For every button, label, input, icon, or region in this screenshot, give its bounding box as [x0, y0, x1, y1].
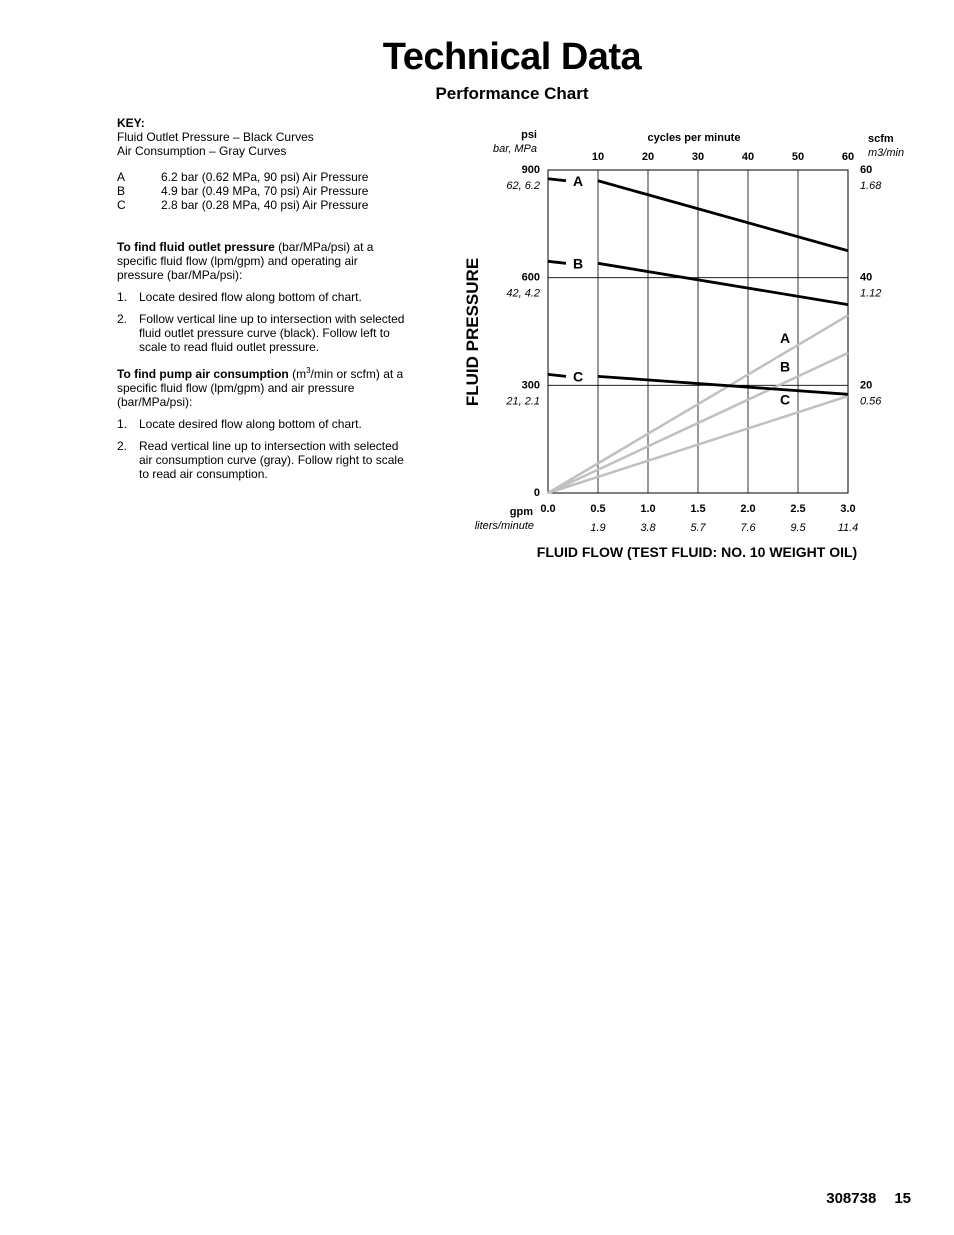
x-tick-label: 0.5: [590, 503, 606, 515]
fluid-intro: (bar/MPa/psi) at a specific fluid flow (lpm/gpm) and operating air pressure (bar/MPa/psi):: [117, 240, 374, 282]
x-tick-alt: 11.4: [837, 522, 859, 534]
top-tick-label: 10: [591, 151, 605, 163]
top-tick-label: 40: [741, 151, 755, 163]
x-tick-label: 3.0: [840, 503, 856, 515]
y-left-tick-alt: 42, 4.2: [506, 287, 540, 300]
page-title: Technical Data: [382, 36, 642, 78]
fluid-heading: To find fluid outlet pressure: [117, 240, 275, 254]
y-left-unit-alt: bar, MPa: [492, 143, 537, 155]
y-right-tick-label: 60: [860, 164, 873, 176]
x-tick-alt: 1.9: [590, 522, 606, 534]
x-tick-alt: 9.5: [790, 522, 806, 534]
x-tick-alt: 7.6: [740, 522, 756, 534]
y-left-unit: psi: [521, 129, 537, 141]
pressure-curve-b: [598, 263, 848, 304]
key-text: 4.9 bar (0.49 MPa, 70 psi) Air Pressure: [161, 184, 369, 198]
y-right-tick-alt: 1.68: [860, 180, 882, 192]
key-text: 2.8 bar (0.28 MPa, 40 psi) Air Pressure: [161, 198, 369, 212]
key-title: KEY:: [117, 116, 145, 130]
step-text: Locate desired flow along bottom of chart.: [139, 290, 362, 304]
y-left-tick-label: 600: [521, 271, 540, 284]
pressure-curve-stub: [548, 374, 566, 376]
key-text: 6.2 bar (0.62 MPa, 90 psi) Air Pressure: [161, 170, 369, 184]
y-left-tick-alt: 62, 6.2: [506, 180, 540, 192]
key-letter: B: [117, 184, 126, 198]
top-tick-label: 60: [841, 151, 855, 163]
pressure-curve-label: A: [573, 172, 584, 189]
y-right-unit: scfm: [868, 133, 894, 145]
page-number: 15: [894, 1190, 911, 1207]
y-left-tick-label: 0: [533, 487, 540, 499]
key-line-gray: Air Consumption – Gray Curves: [117, 144, 287, 158]
top-tick-label: 20: [641, 151, 655, 163]
x-tick-label: 1.0: [640, 503, 656, 515]
y-right-unit-alt: m3/min: [868, 147, 905, 159]
y-right-tick-alt: 1.12: [860, 287, 882, 300]
air-curve-label: B: [780, 358, 791, 375]
y-left-tick-alt: 21, 2.1: [506, 395, 540, 408]
air-intro-b: /min or scfm) at a specific fluid flow (lpm/gpm) and air pressure (bar/MPa/psi):: [117, 367, 404, 409]
step-number: 1.: [117, 290, 128, 304]
pressure-curve-stub: [548, 179, 566, 181]
step-number: 2.: [117, 439, 128, 453]
y-right-tick-label: 40: [860, 271, 873, 284]
x-unit: gpm: [509, 506, 533, 518]
step-text: Read vertical line up to intersection with selected air consumption curve (gray). Follow right to scale to read air consumption.: [139, 439, 404, 481]
key-letter: A: [117, 170, 126, 184]
air-heading: To find pump air consumption: [117, 367, 289, 381]
top-tick-label: 50: [791, 151, 805, 163]
pressure-curve-label: B: [573, 255, 584, 272]
y-right-tick-alt: 0.56: [860, 395, 882, 408]
x-unit-alt: liters/minute: [474, 520, 534, 532]
key-line-black: Fluid Outlet Pressure – Black Curves: [117, 130, 314, 144]
air-intro-a: (m: [288, 367, 307, 381]
x-tick-label: 1.5: [690, 503, 706, 515]
top-axis-label: cycles per minute: [647, 132, 741, 144]
x-tick-alt: 3.8: [640, 522, 656, 534]
step-number: 2.: [117, 312, 128, 326]
air-intro-sup: 3: [306, 366, 311, 375]
x-axis-title: FLUID FLOW (TEST FLUID: NO. 10 WEIGHT OIL): [536, 544, 858, 560]
x-tick-label: 0.0: [540, 503, 556, 515]
page-footer: [808, 1190, 911, 1207]
step-number: 1.: [117, 417, 128, 431]
y-axis-title: FLUID PRESSURE: [463, 257, 482, 407]
pressure-curve-label: C: [573, 368, 584, 385]
doc-number: 308738: [826, 1190, 877, 1207]
x-tick-label: 2.5: [790, 503, 806, 515]
key-letter: C: [117, 198, 126, 212]
x-tick-label: 2.0: [740, 503, 756, 515]
y-left-tick-label: 300: [521, 379, 540, 392]
page-subtitle: Performance Chart: [435, 84, 589, 103]
step-text: Follow vertical line up to intersection with selected fluid outlet pressure curve (black). Follow left to scale to read fluid outlet pressure.: [139, 312, 405, 354]
air-curve-label: C: [780, 391, 791, 408]
step-text: Locate desired flow along bottom of chart.: [139, 417, 362, 431]
top-tick-label: 30: [691, 151, 705, 163]
x-tick-alt: 5.7: [690, 522, 706, 534]
pressure-curve-stub: [548, 261, 566, 263]
y-left-tick-label: 900: [521, 164, 540, 176]
y-right-tick-label: 20: [860, 379, 873, 392]
pressure-curve-a: [598, 181, 848, 251]
air-curve-label: A: [780, 329, 791, 346]
